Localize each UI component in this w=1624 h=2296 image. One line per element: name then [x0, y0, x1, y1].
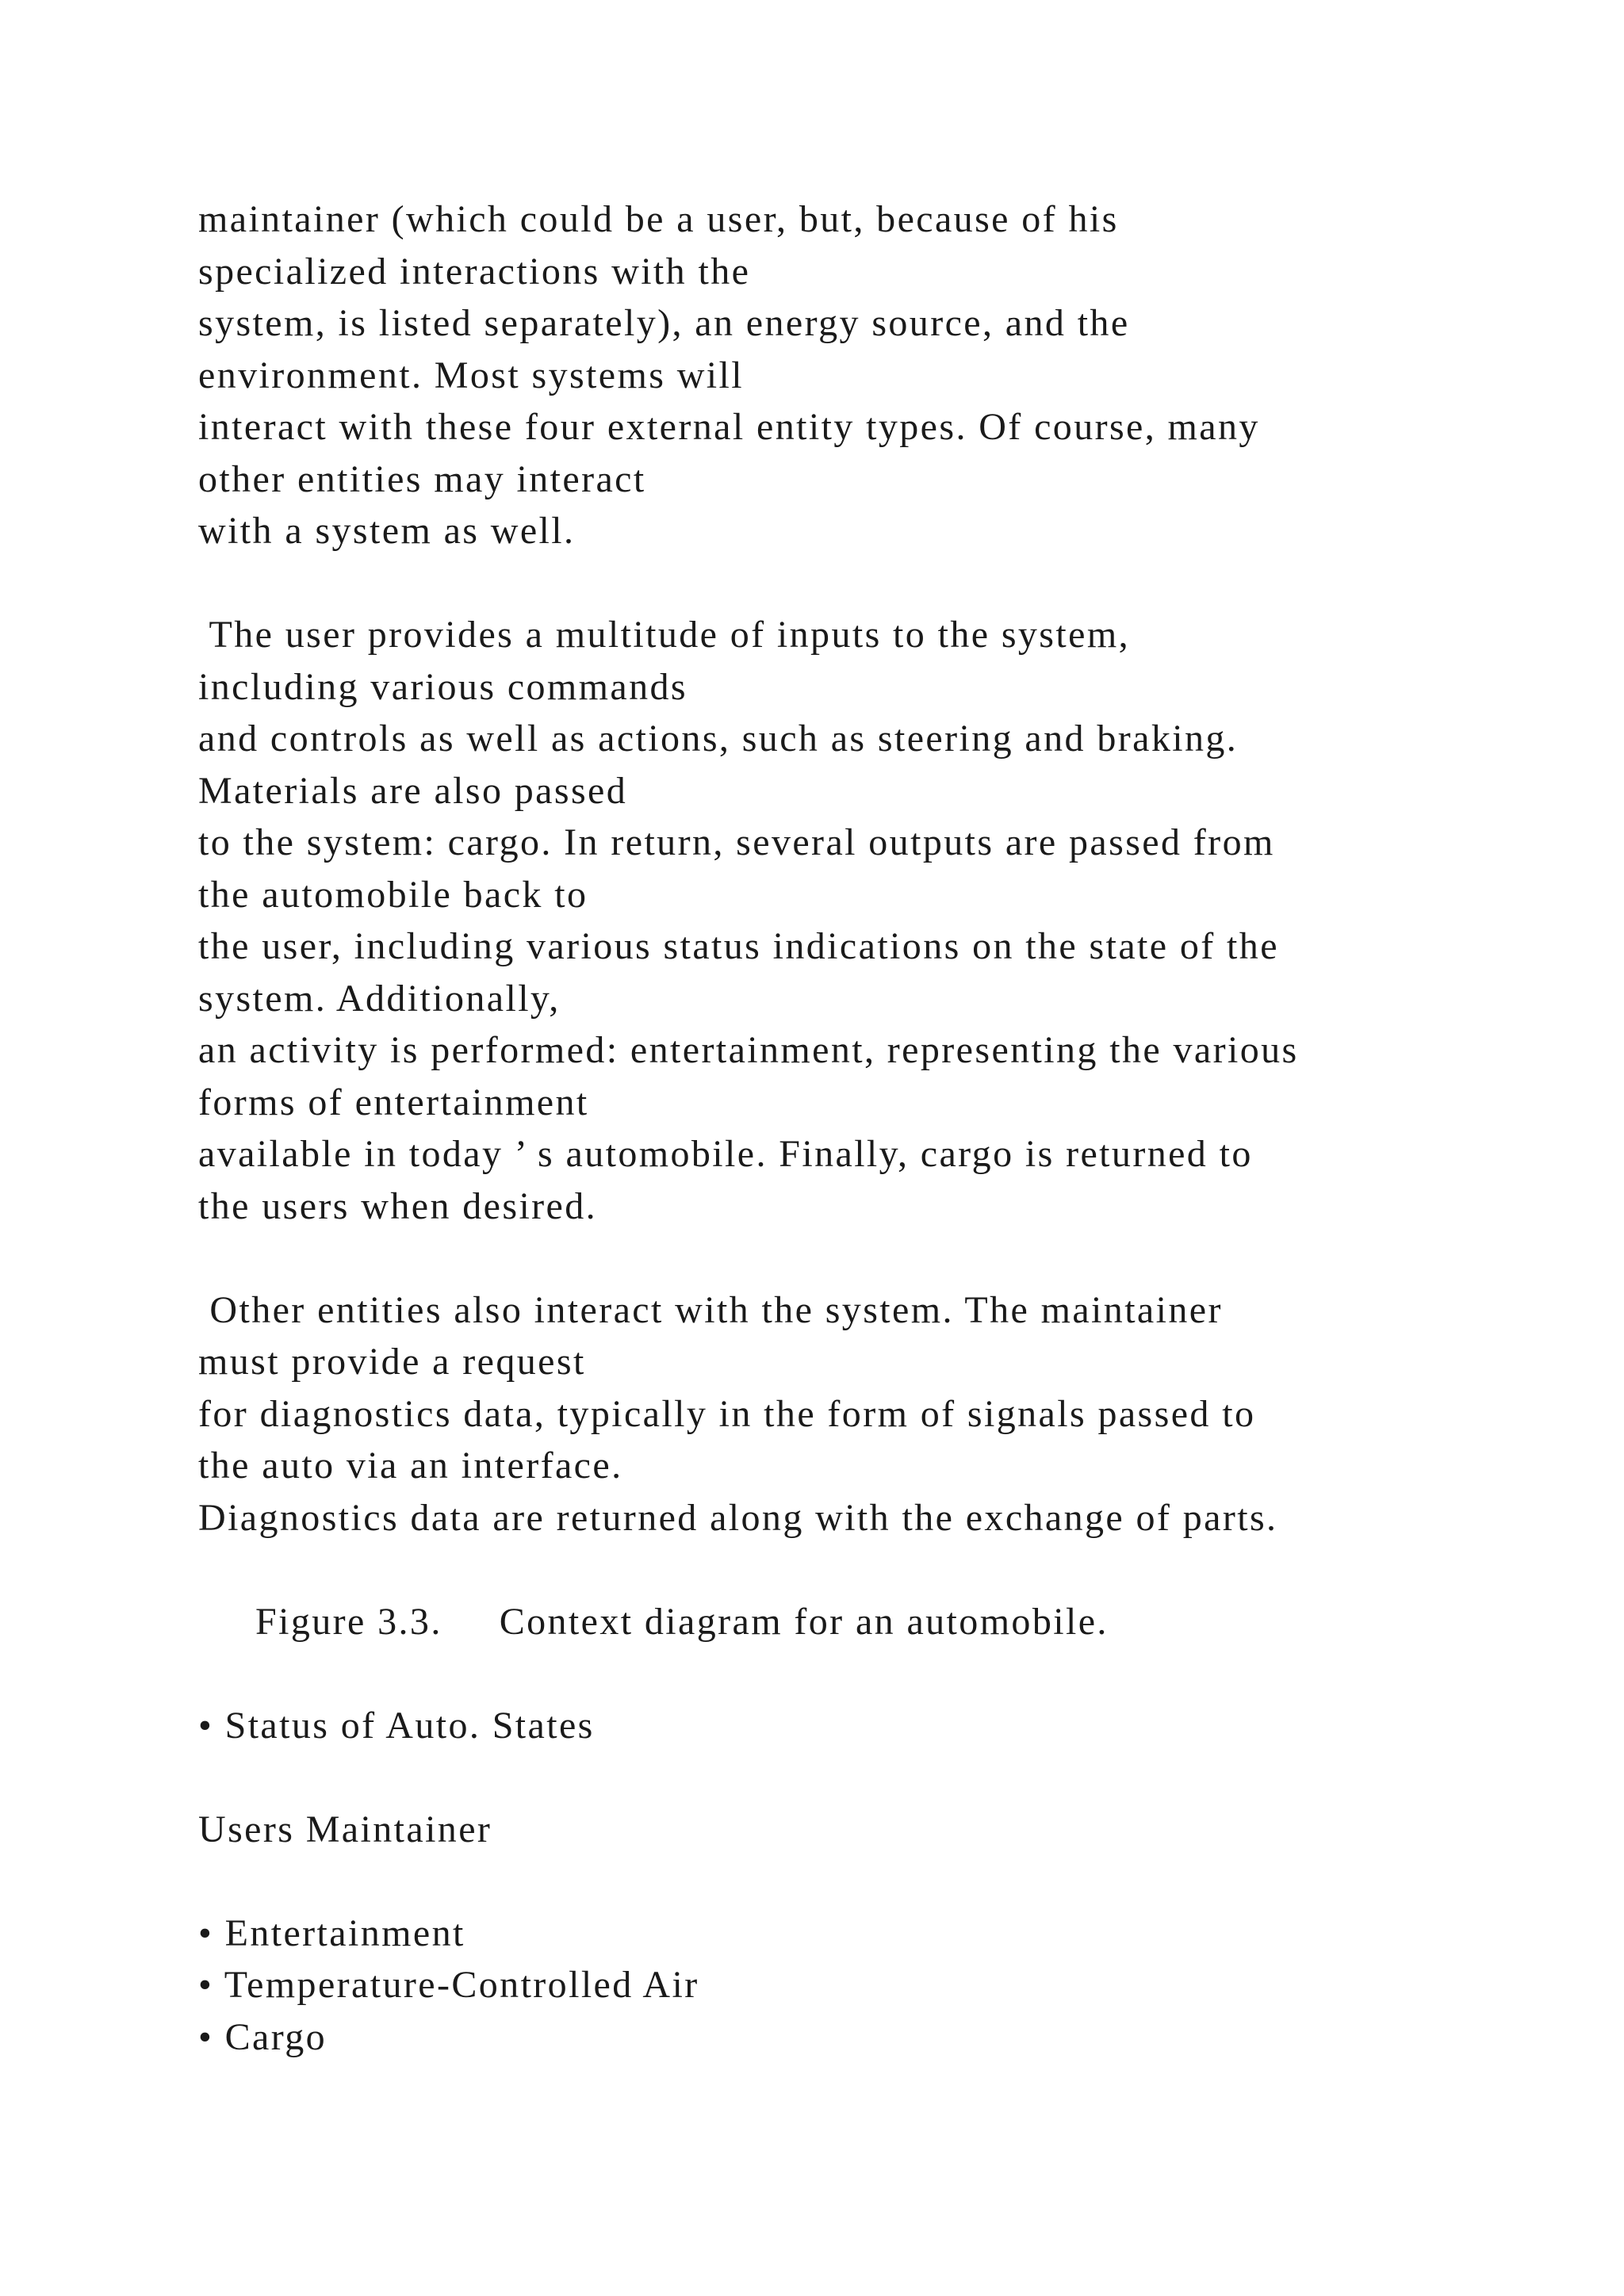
paragraph-spacer [198, 1647, 1467, 1700]
text-line: the users when desired. [198, 1184, 598, 1227]
figure-caption: Figure 3.3. Context diagram for an automobile. [198, 1600, 1109, 1643]
text-line: interact with these four external entity types. Of course, many [198, 406, 1260, 448]
text-line: including various commands [198, 665, 688, 708]
text-line: to the system: cargo. In return, several outputs are passed from [198, 821, 1275, 863]
paragraph-spacer [198, 1544, 1467, 1596]
text-line: for diagnostics data, typically in the form of signals passed to [198, 1392, 1256, 1435]
paragraph-maintainer [198, 1284, 1467, 1544]
paragraph-user-inputs [198, 609, 1467, 1232]
text-line: available in today ’ s automobile. Finally, cargo is returned to [198, 1133, 1253, 1175]
entities-line: Users Maintainer [198, 1808, 492, 1850]
text-line: and controls as well as actions, such as steering and braking. [198, 718, 1239, 760]
text-line: an activity is performed: entertainment, representing the various [198, 1029, 1299, 1071]
paragraph-spacer [198, 1232, 1467, 1284]
text-line: system. Additionally, [198, 977, 561, 1020]
paragraph-system-entities [198, 193, 1467, 557]
text-line: system, is listed separately), an energy source, and the [198, 302, 1130, 344]
output-list [198, 1908, 1467, 2064]
status-list-item: • Status of Auto. States [198, 1704, 595, 1747]
text-line: Other entities also interact with the system. The maintainer [198, 1288, 1223, 1331]
text-line: other entities may interact [198, 457, 646, 500]
text-line: must provide a request [198, 1341, 586, 1383]
text-line: forms of entertainment [198, 1081, 589, 1123]
text-line: the automobile back to [198, 873, 588, 916]
text-line: environment. Most systems will [198, 354, 744, 396]
list-item: • Cargo [198, 2015, 327, 2058]
text-line: specialized interactions with the [198, 250, 751, 293]
text-line: with a system as well. [198, 510, 576, 552]
text-line: Materials are also passed [198, 769, 628, 812]
list-item: • Entertainment [198, 1911, 465, 1954]
paragraph-spacer [198, 1751, 1467, 1804]
text-line: Diagnostics data are returned along with the exchange of parts. [198, 1496, 1278, 1539]
text-line: the auto via an interface. [198, 1445, 623, 1487]
document-body [198, 193, 1467, 2063]
list-item: • Temperature-Controlled Air [198, 1964, 699, 2006]
text-line: maintainer (which could be a user, but, because of his [198, 198, 1119, 240]
paragraph-spacer [198, 1855, 1467, 1908]
text-line: the user, including various status indications on the state of the [198, 925, 1279, 967]
text-line: The user provides a multitude of inputs to the system, [198, 614, 1130, 656]
paragraph-spacer [198, 557, 1467, 610]
